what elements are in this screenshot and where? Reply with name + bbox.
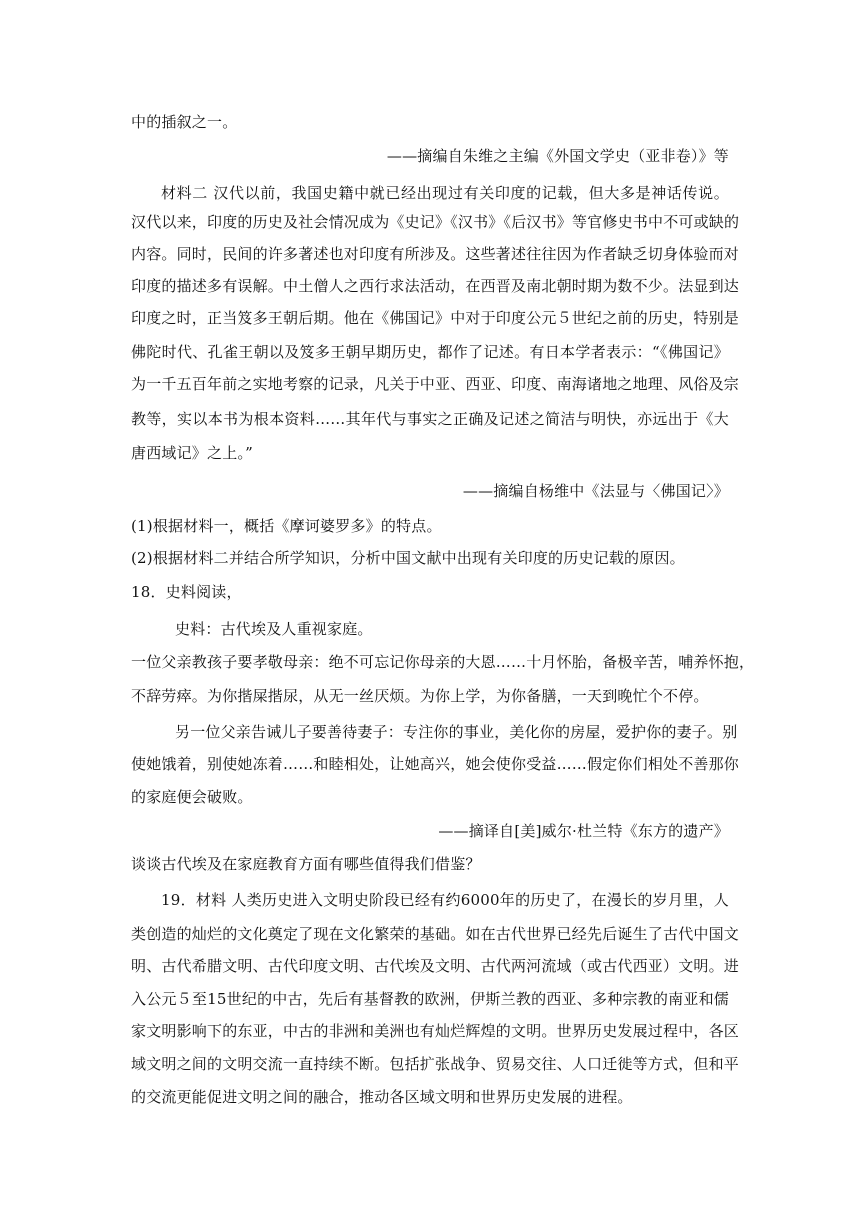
paragraph-line: 印度之时，正当笈多王朝后期。他在《佛国记》中对于印度公元５世纪之前的历史，特别是 <box>131 309 740 327</box>
paragraph-line: 内容。同时，民间的许多著述也对印度有所涉及。这些著述往往因为作者缺乏切身体验而对 <box>131 245 740 263</box>
citation-line: ——摘编自杨维中《法显与〈佛国记〉》 <box>462 482 729 500</box>
question-19-line: 19．材料 人类历史进入文明史阶段已经有约6000年的历史了，在漫长的岁月里，人 <box>161 891 729 909</box>
question-19-line: 类创造的灿烂的文化奠定了现在文化繁荣的基础。如在古代世界已经先后诞生了古代中国文 <box>131 925 740 943</box>
citation-line: ——摘译自[美]威尔·杜兰特《东方的遗产》 <box>438 822 729 840</box>
source-paragraph-line: 使她饿着，别使她冻着……和睦相处，让她高兴，她会使你受益……假定你们相处不善那你 <box>131 755 740 773</box>
source-title: 史料：古代埃及人重视家庭。 <box>175 620 373 638</box>
question-2: (2)根据材料二并结合所学知识，分析中国文献中出现有关印度的历史记载的原因。 <box>131 549 685 567</box>
paragraph-line: 印度的描述多有误解。中土僧人之西行求法活动，在西晋及南北朝时期为数不少。法显到达 <box>131 277 740 295</box>
paragraph-line: 汉代以来，印度的历史及社会情况成为《史记》《汉书》《后汉书》等官修史书中不可或缺的 <box>131 213 740 231</box>
question-19-line: 的交流更能促进文明之间的融合，推动各区域文明和世界历史发展的进程。 <box>131 1088 633 1106</box>
question-19-line: 明、古代希腊文明、古代印度文明、古代埃及文明、古代两河流域（或古代西亚）文明。进 <box>131 957 740 975</box>
text-line-fragment: 中的插叙之一。 <box>131 113 238 131</box>
question-19-line: 家文明影响下的东亚，中古的非洲和美洲也有灿烂辉煌的文明。世界历史发展过程中，各区 <box>131 1022 740 1040</box>
paragraph-line: 佛陀时代、孔雀王朝以及笈多王朝早期历史，都作了记述。有日本学者表示：“《佛国记》 <box>131 343 729 361</box>
question-line: 谈谈古代埃及在家庭教育方面有哪些值得我们借鉴？ <box>131 855 481 873</box>
source-paragraph-line: 另一位父亲告诫儿子要善待妻子：专注你的事业，美化你的房屋，爱护你的妻子。别 <box>175 723 738 741</box>
paragraph-line: 为一千五百年前之实地考察的记录，凡关于中亚、西亚、印度、南海诸地之地理、风俗及宗 <box>131 375 740 393</box>
source-paragraph-line: 的家庭便会破败。 <box>131 788 253 806</box>
question-1: (1)根据材料一，概括《摩诃婆罗多》的特点。 <box>131 517 442 535</box>
source-paragraph-line: 不辞劳瘁。为你揩屎揩尿，从无一丝厌烦。为你上学，为你备膳，一天到晚忙个不停。 <box>131 687 709 705</box>
question-19-line: 入公元５至15世纪的中古，先后有基督教的欧洲，伊斯兰教的西亚、多种宗教的南亚和儒 <box>131 990 729 1008</box>
question-19-line: 域文明之间的文明交流一直持续不断。包括扩张战争、贸易交往、人口迁徙等方式，但和平 <box>131 1055 740 1073</box>
source-paragraph-line: 一位父亲教孩子要孝敬母亲：绝不可忘记你母亲的大恩……十月怀胎，备极辛苦，哺养怀抱， <box>131 653 755 671</box>
question-18-heading: 18．史料阅读， <box>131 583 242 601</box>
paragraph-line: 唐西域记》之上。” <box>131 444 253 462</box>
citation-line: ——摘编自朱维之主编《外国文学史（亚非卷）》等 <box>386 147 729 165</box>
material-two-first-line: 材料二 汉代以前，我国史籍中就已经出现过有关印度的记载，但大多是神话传说。 <box>161 184 729 202</box>
paragraph-line: 教等，实以本书为根本资料……其年代与事实之正确及记述之简洁与明快，亦远出于《大 <box>131 410 729 428</box>
